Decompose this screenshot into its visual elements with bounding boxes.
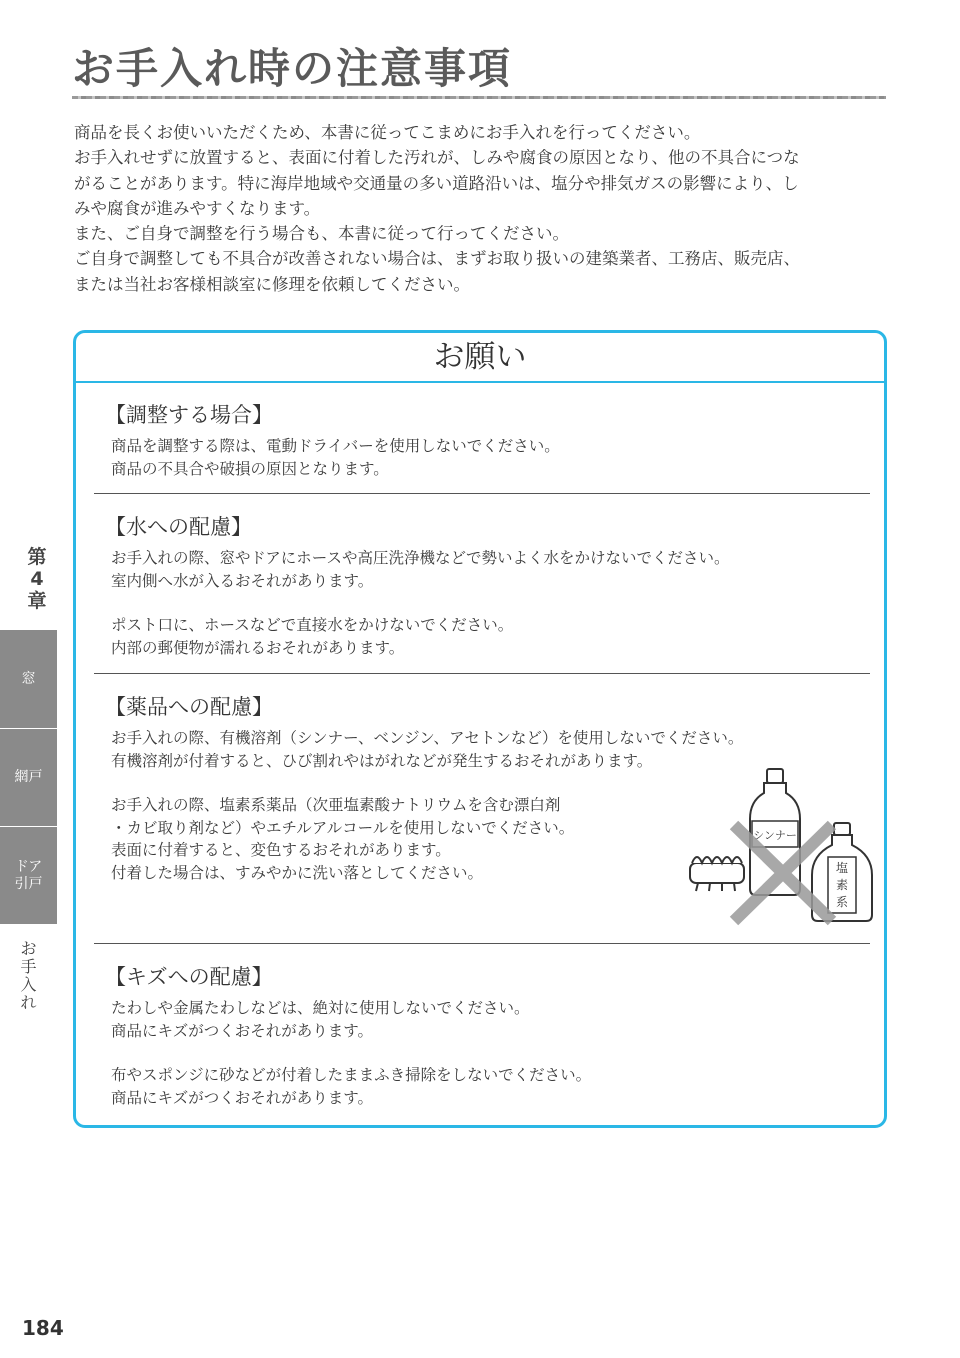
section-water: [105, 511, 871, 659]
tab-label: 窓: [21, 670, 36, 687]
text-line: ポスト口に、ホースなどで直接水をかけないでください。: [111, 616, 514, 634]
intro-line: また、ご自身で調整を行う場合も、本書に従って行ってください。: [74, 224, 569, 244]
text-line: お手入れの際、窓やドアにホースや高圧洗浄機などで勢いよく水をかけないでください。: [111, 549, 730, 567]
thinner-label: シンナー: [753, 829, 797, 842]
section-title: 【水への配慮】: [105, 515, 252, 539]
text-line: 商品の不具合や破損の原因となります。: [111, 459, 389, 478]
tab-maintenance-active[interactable]: [0, 926, 57, 1026]
tab-window[interactable]: [0, 630, 57, 729]
text-line: 布やスポンジに砂などが付着したままふき掃除をしないでください。: [111, 1066, 592, 1084]
section-divider: [94, 673, 870, 674]
intro-line: がることがあります。特に海岸地域や交通量の多い道路沿いは、塩分や排気ガスの影響により、し: [74, 173, 799, 193]
tab-label: お: [20, 939, 37, 958]
section-adjustment: [105, 399, 871, 480]
chapter-char: 第: [27, 546, 47, 568]
title-underline: [72, 96, 886, 99]
prohibited-chemicals-illustration: [682, 759, 882, 929]
intro-line: 商品を長くお使いいただくため、本書に従ってこまめにお手入れを行ってください。: [74, 123, 701, 142]
text-line: 付着した場合は、すみやかに洗い落としてください。: [111, 863, 484, 882]
section-title: 【キズへの配慮】: [105, 965, 273, 989]
text-line: 表面に付着すると、変色するおそれがあります。: [111, 841, 451, 859]
text-line: ・カビ取り剤など）やエチルアルコールを使用しないでください。: [111, 818, 575, 837]
section-text: [111, 997, 871, 1109]
chapter-char: 4: [30, 568, 44, 590]
intro-line: お手入れせずに放置すると、表面に付着した汚れが、しみや腐食の原因となり、他の不具合につな: [74, 148, 800, 168]
tab-label: れ: [20, 993, 37, 1012]
text-line: 商品にキズがつくおそれがあります。: [111, 1021, 373, 1040]
tab-label: 手: [20, 957, 37, 976]
page-number: 184: [22, 1316, 64, 1340]
intro-line: または当社お客様相談室に修理を依頼してください。: [74, 274, 470, 294]
page-title: お手入れ時の注意事項: [72, 44, 513, 93]
notice-box: [73, 330, 887, 1128]
text-line: お手入れの際、塩素系薬品（次亜塩素酸ナトリウムを含む漂白剤: [111, 796, 561, 814]
text-line: 商品にキズがつくおそれがあります。: [111, 1088, 373, 1107]
tab-label: 網戸: [14, 769, 43, 785]
text-line: 内部の郵便物が濡れるおそれがあります。: [111, 638, 405, 657]
section-title: 【薬品への配慮】: [105, 695, 273, 719]
chlorine-label: 系: [835, 895, 849, 909]
section-scratches: [105, 961, 871, 1109]
intro-line: ご自身で調整しても不具合が改善されない場合は、まずお取り扱いの建築業者、工務店、販売店、: [74, 249, 800, 269]
tab-label: ドア: [14, 858, 43, 875]
chlorine-label: 塩: [835, 861, 849, 875]
chapter-indicator: [22, 546, 52, 612]
chapter-char: 章: [27, 590, 47, 612]
section-title: 【調整する場合】: [105, 403, 273, 427]
section-text: [111, 547, 871, 659]
tab-screen[interactable]: [0, 729, 57, 827]
text-line: 有機溶剤が付着すると、ひび割れやはがれなどが発生するおそれがあります。: [111, 751, 653, 770]
intro-line: みや腐食が進みやすくなります。: [74, 198, 321, 218]
tab-label: 引戸: [14, 875, 43, 892]
tab-label: 入: [20, 975, 37, 994]
tab-door[interactable]: [0, 827, 57, 925]
section-text: [111, 435, 871, 480]
intro-paragraph: [74, 120, 890, 297]
section-divider: [94, 493, 870, 494]
chlorine-label: 素: [835, 878, 849, 892]
notice-heading: お願い: [76, 333, 884, 383]
text-line: お手入れの際、有機溶剤（シンナー、ベンジン、アセトンなど）を使用しないでください。: [111, 729, 744, 747]
text-line: 商品を調整する際は、電動ドライバーを使用しないでください。: [111, 437, 560, 455]
text-line: たわしや金属たわしなどは、絶対に使用しないでください。: [111, 999, 530, 1017]
section-divider: [94, 943, 870, 944]
text-line: 室内側へ水が入るおそれがあります。: [111, 571, 374, 590]
scrub-brush-icon: [690, 857, 744, 891]
